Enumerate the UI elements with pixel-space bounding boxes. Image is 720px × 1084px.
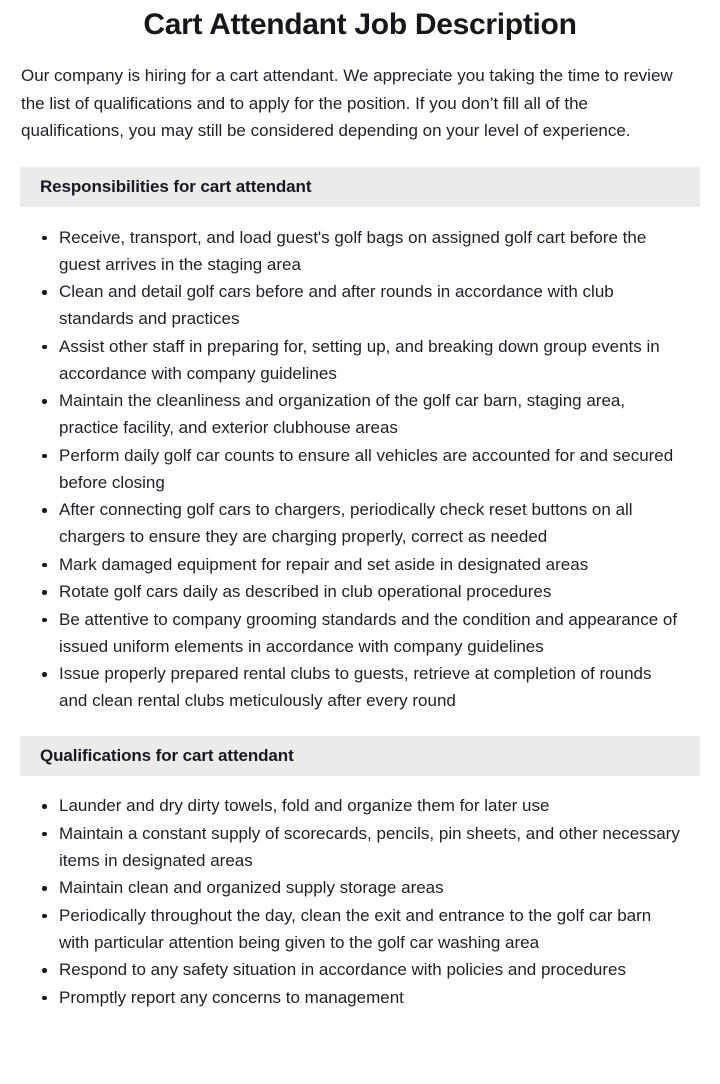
list-item bbox=[0, 496, 720, 550]
list-item-text: Maintain clean and organized supply storage areas bbox=[59, 878, 444, 897]
list-item-text: Perform daily golf car counts to ensure all vehicles are accounted for and secured before closing bbox=[59, 445, 674, 492]
qualifications-list bbox=[0, 776, 720, 1011]
list-item bbox=[0, 387, 720, 441]
list-item bbox=[0, 551, 720, 578]
list-item-text: Maintain a constant supply of scorecards, pencils, pin sheets, and other necessary items in designated areas bbox=[59, 823, 680, 870]
list-item bbox=[0, 984, 720, 1011]
list-item bbox=[0, 820, 720, 874]
list-item bbox=[0, 902, 720, 956]
list-item bbox=[0, 578, 720, 605]
intro-paragraph: Our company is hiring for a cart attendant. We appreciate you taking the time to review the list of qualifications and to apply for the position. If you don’t fill all of the qualifications, you may still be considered depending on your level of experience. bbox=[21, 66, 673, 140]
section-heading-label: Qualifications for cart attendant bbox=[40, 746, 294, 765]
page-title: Cart Attendant Job Description bbox=[143, 8, 577, 41]
list-item-text: Periodically throughout the day, clean the exit and entrance to the golf car barn with particular attention being given to the golf car washing area bbox=[59, 905, 652, 952]
section-header-qualifications bbox=[20, 736, 700, 776]
list-item bbox=[0, 333, 720, 387]
responsibilities-list bbox=[0, 207, 720, 715]
list-item bbox=[0, 224, 720, 278]
list-item-text: Receive, transport, and load guest's golf bags on assigned golf cart before the guest arrives in the staging area bbox=[59, 227, 647, 274]
list-item-text: After connecting golf cars to chargers, periodically check reset buttons on all chargers to ensure they are charging properly, correct as needed bbox=[59, 500, 633, 546]
list-item-text: Assist other staff in preparing for, setting up, and breaking down group events in accordance with company guidelines bbox=[59, 336, 660, 383]
section-header-responsibilities bbox=[20, 167, 700, 207]
list-item-text: Promptly report any concerns to management bbox=[59, 987, 404, 1007]
list-item bbox=[0, 874, 720, 901]
list-item bbox=[0, 606, 720, 660]
list-item-text: Maintain the cleanliness and organization of the golf car barn, staging area, practice facility, and exterior clubhouse areas bbox=[59, 391, 626, 437]
list-item bbox=[0, 278, 720, 332]
list-item bbox=[0, 956, 720, 983]
list-item bbox=[0, 660, 720, 714]
list-item-text: Be attentive to company grooming standards and the condition and appearance of issued uniform elements in accordance with company guidelines bbox=[59, 609, 678, 656]
list-item-text: Mark damaged equipment for repair and set aside in designated areas bbox=[59, 554, 589, 574]
list-item bbox=[0, 442, 720, 496]
list-item-text: Rotate golf cars daily as described in club operational procedures bbox=[59, 582, 552, 601]
list-item-text: Issue properly prepared rental clubs to guests, retrieve at completion of rounds and clean rental clubs meticulously after every round bbox=[59, 664, 652, 710]
list-item-text: Respond to any safety situation in accordance with policies and procedures bbox=[59, 960, 627, 979]
list-item bbox=[0, 792, 720, 819]
section-heading-label: Responsibilities for cart attendant bbox=[40, 176, 312, 196]
list-item-text: Clean and detail golf cars before and after rounds in accordance with club standards and practices bbox=[59, 282, 614, 328]
list-item-text: Launder and dry dirty towels, fold and organize them for later use bbox=[59, 796, 550, 815]
